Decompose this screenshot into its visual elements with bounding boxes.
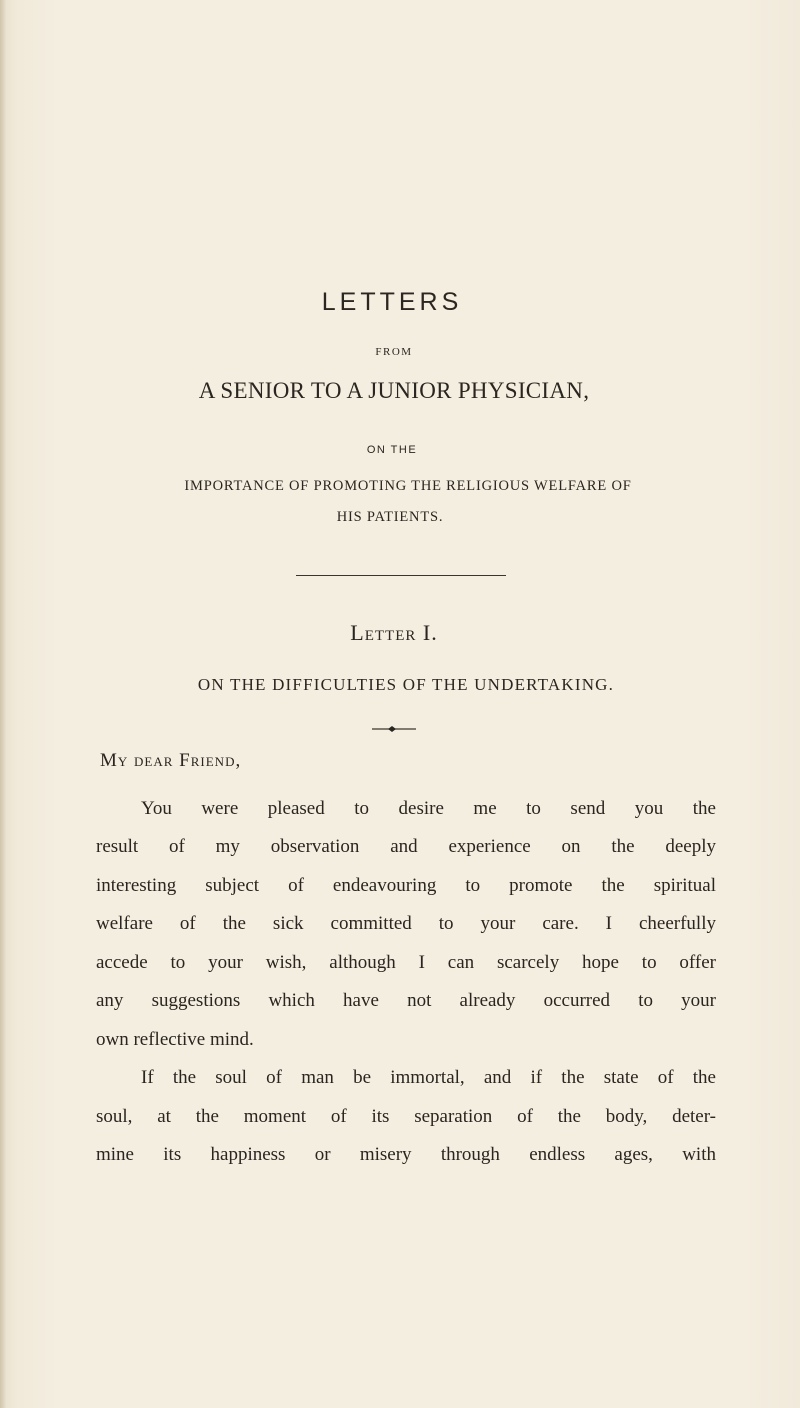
on-the-label: ON THE [366, 444, 418, 456]
from-label: FROM [375, 346, 413, 358]
body-line: welfare of the sick committed to your care. I cheerfully [96, 913, 716, 934]
body-line: accede to your wish, although I can scarcely hope to offer [96, 952, 716, 973]
ornament-divider [370, 724, 418, 734]
body-line: You were pleased to desire me to send you the [141, 798, 716, 819]
body-line: interesting subject of endeavouring to promote the spiritual [96, 875, 716, 896]
body-line: If the soul of man be immortal, and if the state of the [141, 1067, 716, 1088]
subtitle: A SENIOR TO A JUNIOR PHYSICIAN, [198, 378, 590, 403]
body-line: own reflective mind. [96, 1029, 254, 1050]
body-line: result of my observation and experience on the deeply [96, 836, 716, 857]
divider-rule [296, 575, 506, 576]
letter-subheading: ON THE DIFFICULTIES OF THE UNDERTAKING. [197, 675, 615, 694]
body-line: mine its happiness or misery through endless ages, with [96, 1144, 716, 1165]
letter-heading: Letter I. [350, 620, 438, 645]
salutation: My dear Friend, [100, 750, 242, 771]
body-line: soul, at the moment of its separation of the body, deter- [96, 1106, 716, 1127]
page-title: LETTERS [321, 288, 463, 316]
description-line-2: HIS PATIENTS. [336, 509, 444, 525]
body-line: any suggestions which have not already occurred to your [96, 990, 716, 1011]
page-binding-edge [0, 0, 6, 1408]
description-line-1: IMPORTANCE OF PROMOTING THE RELIGIOUS WELFARE OF [184, 478, 632, 494]
